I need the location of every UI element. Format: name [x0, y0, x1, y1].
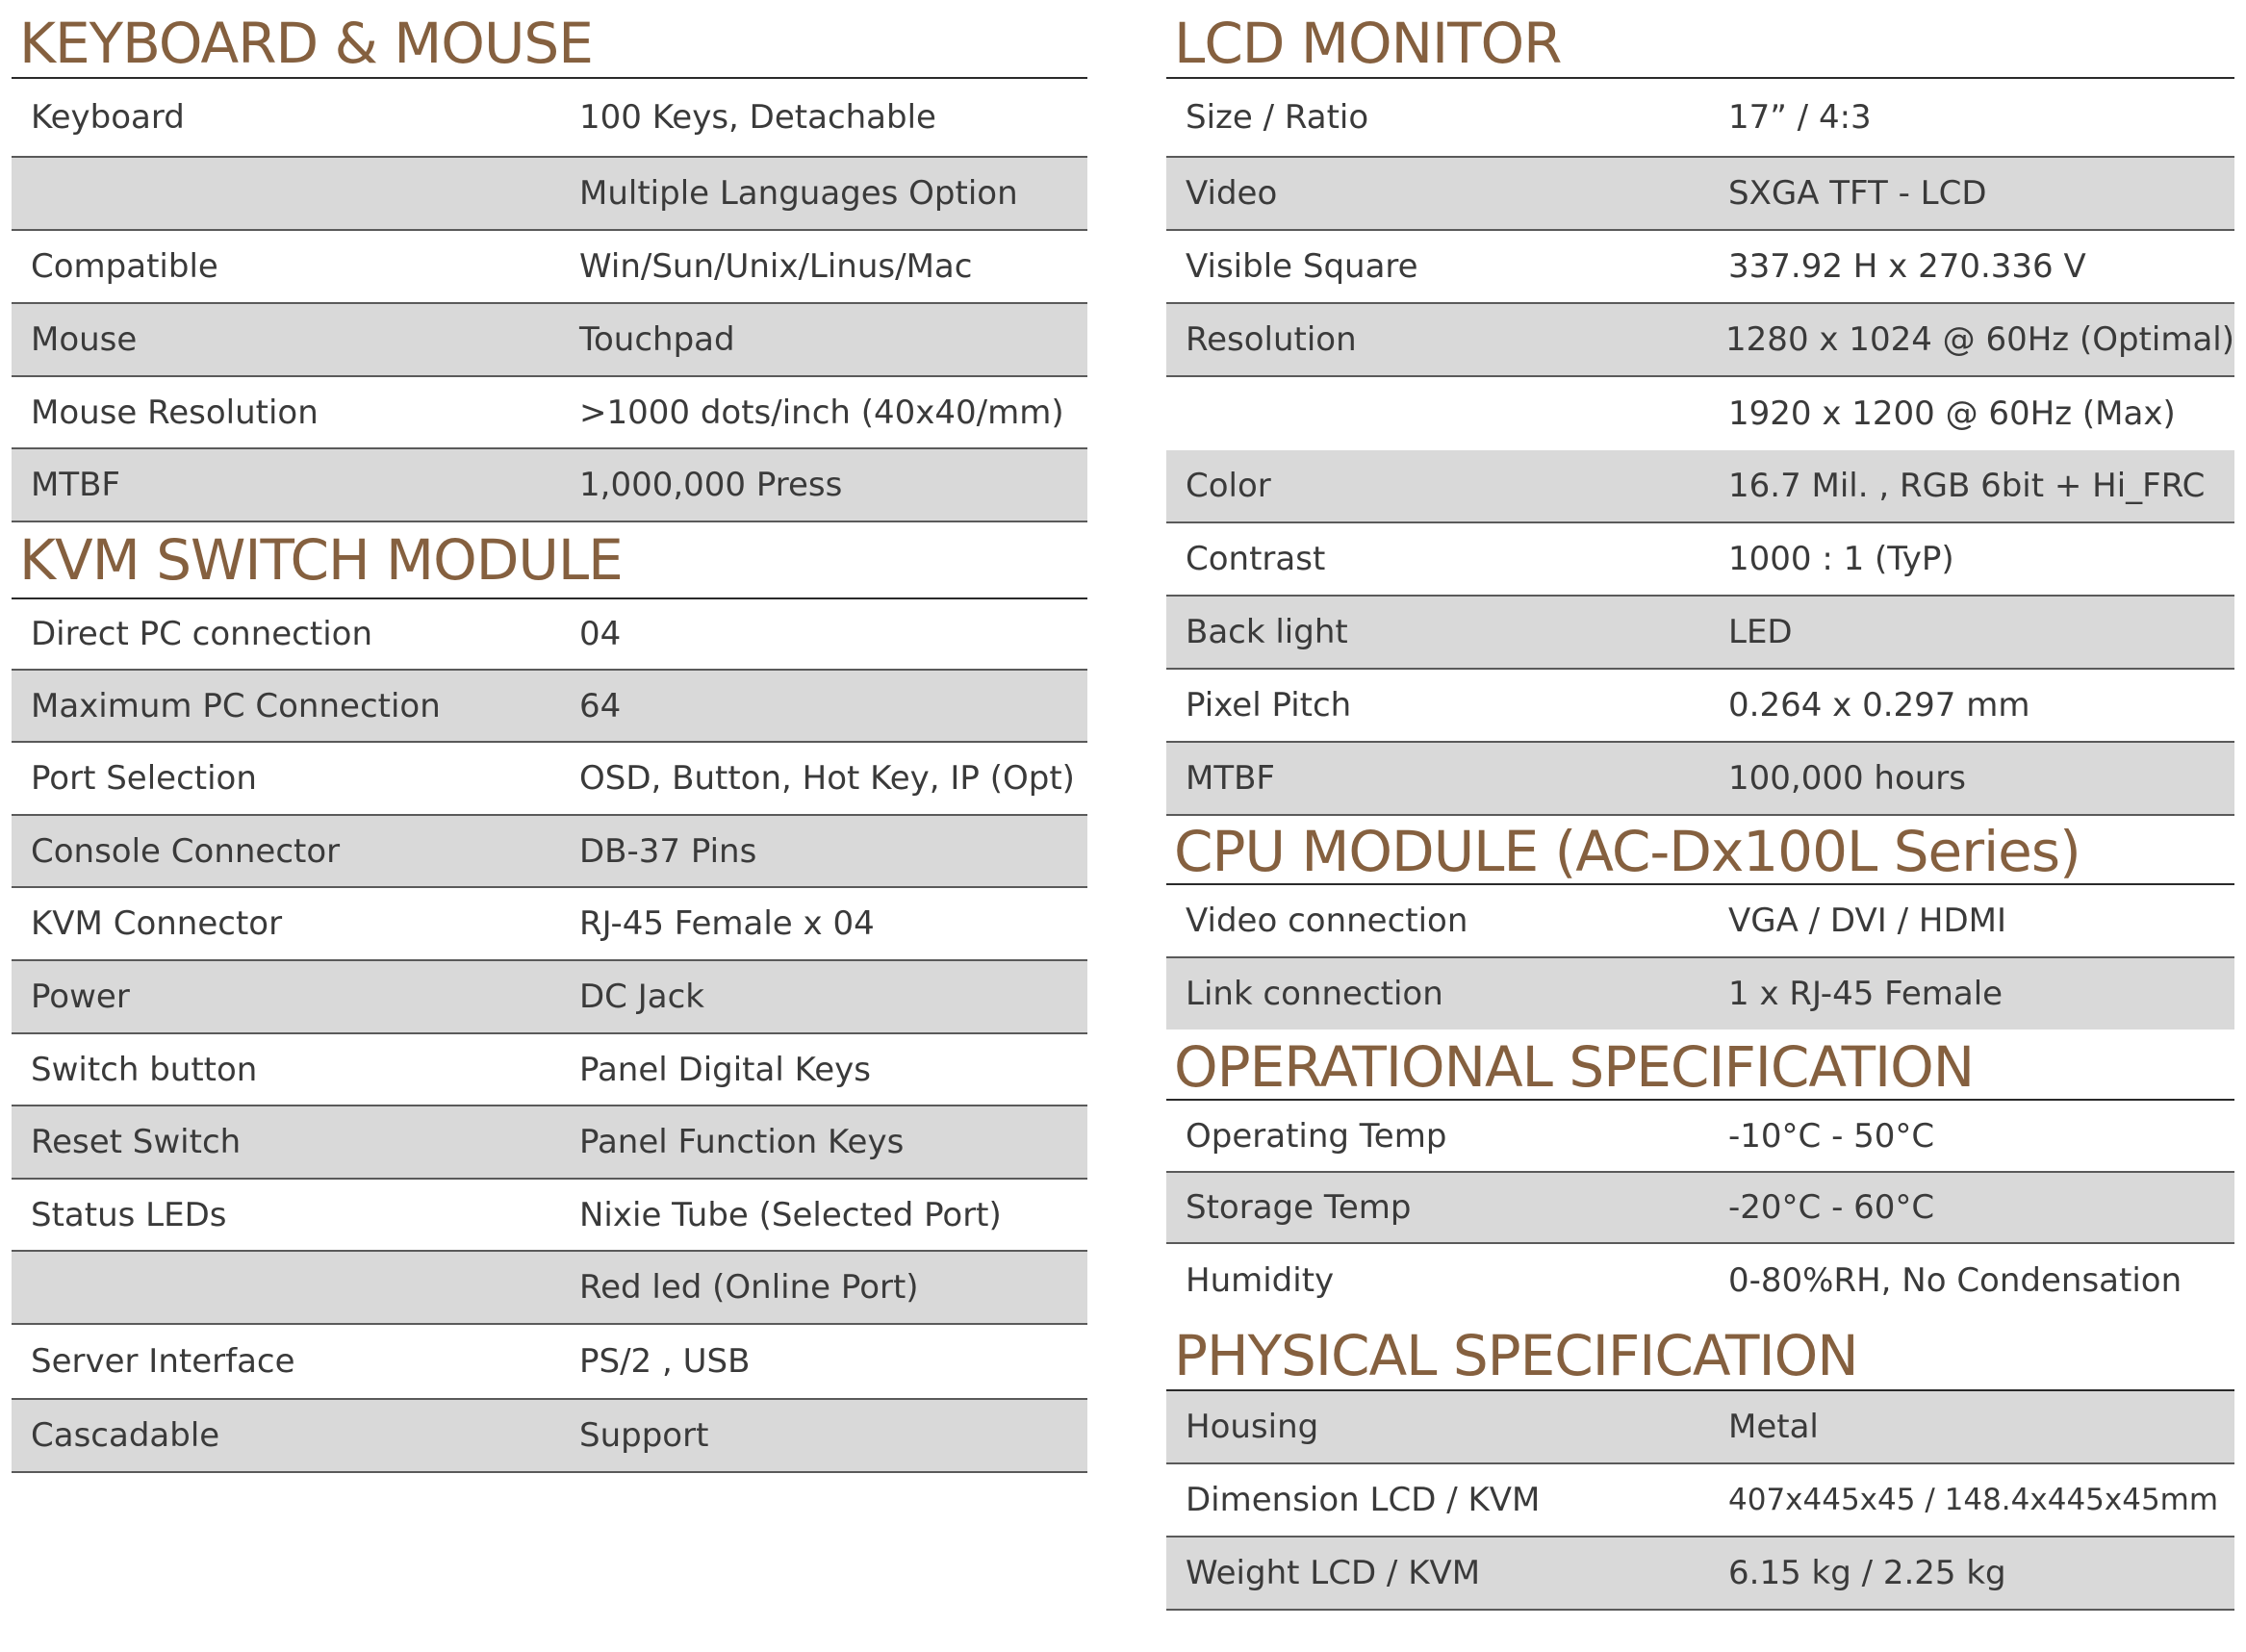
spec-row	[1166, 670, 2234, 743]
spec-value: Multiple Languages Option	[579, 174, 1018, 213]
spec-value: 100,000 hours	[1728, 759, 1966, 798]
spec-row	[12, 743, 1087, 816]
spec-row	[12, 158, 1087, 231]
right-column	[1166, 0, 2234, 1611]
spec-label: Status LEDs	[31, 1195, 227, 1234]
spec-label: Dimension LCD / KVM	[1186, 1481, 1541, 1519]
spec-label: Power	[31, 978, 130, 1016]
spec-row	[1166, 958, 2234, 1029]
spec-label: Size / Ratio	[1186, 98, 1369, 137]
spec-row	[1166, 597, 2234, 670]
physical-spec-section	[1166, 1316, 2234, 1611]
spec-label: Mouse Resolution	[31, 393, 319, 432]
spec-label: Keyboard	[31, 98, 185, 137]
spec-value: Win/Sun/Unix/Linus/Mac	[579, 247, 973, 286]
spec-row	[1166, 523, 2234, 597]
spec-row	[12, 1325, 1087, 1400]
section-title: PHYSICAL SPECIFICATION	[1166, 1316, 2234, 1391]
spec-value: VGA / DVI / HDMI	[1728, 902, 2006, 940]
spec-value: 100 Keys, Detachable	[579, 98, 936, 137]
lcd-monitor-section	[1166, 0, 2234, 816]
spec-row	[1166, 1464, 2234, 1538]
spec-label: Mouse	[31, 320, 138, 359]
spec-value: 407x445x45 / 148.4x445x45mm	[1728, 1483, 2219, 1517]
spec-row	[1166, 743, 2234, 816]
spec-value: Metal	[1728, 1408, 1819, 1446]
spec-value: PS/2 , USB	[579, 1342, 751, 1381]
spec-label: Server Interface	[31, 1342, 295, 1381]
spec-label: Direct PC connection	[31, 615, 372, 653]
spec-value: 64	[579, 686, 622, 725]
spec-value: 1280 x 1024 @ 60Hz (Optimal)	[1725, 320, 2234, 359]
spec-row	[1166, 158, 2234, 231]
spec-row	[1166, 304, 2234, 377]
spec-value: 1 x RJ-45 Female	[1728, 975, 2004, 1013]
spec-value: DB-37 Pins	[579, 831, 757, 871]
spec-row	[1166, 231, 2234, 304]
spec-label: Video connection	[1186, 902, 1468, 940]
spec-value: Red led (Online Port)	[579, 1268, 919, 1307]
spec-value: Panel Digital Keys	[579, 1050, 871, 1089]
spec-value: 17” / 4:3	[1728, 98, 1872, 137]
operational-spec-section	[1166, 1029, 2234, 1316]
spec-label: Resolution	[1186, 320, 1357, 359]
spec-value: 1920 x 1200 @ 60Hz (Max)	[1728, 394, 2176, 433]
spec-row	[1166, 1391, 2234, 1464]
spec-value: DC Jack	[579, 978, 704, 1016]
section-title: KVM SWITCH MODULE	[12, 522, 1087, 599]
section-title: LCD MONITOR	[1166, 0, 2234, 79]
spec-row	[1166, 79, 2234, 158]
spec-row	[12, 1034, 1087, 1106]
spec-value: RJ-45 Female x 04	[579, 904, 875, 943]
spec-value: 0.264 x 0.297 mm	[1728, 686, 2030, 724]
spec-value: >1000 dots/inch (40x40/mm)	[579, 393, 1064, 432]
spec-value: 337.92 H x 270.336 V	[1728, 247, 2086, 286]
spec-label: Housing	[1186, 1408, 1319, 1446]
spec-label: Video	[1186, 174, 1278, 213]
spec-row	[12, 888, 1087, 961]
spec-row	[1166, 1173, 2234, 1244]
spec-row	[12, 961, 1087, 1034]
section-title: CPU MODULE (AC-Dx100L Series)	[1166, 816, 2234, 885]
spec-label: Switch button	[31, 1050, 258, 1089]
spec-label: Cascadable	[31, 1416, 220, 1455]
spec-label: Humidity	[1186, 1260, 1335, 1300]
kvm-switch-section	[12, 522, 1087, 1473]
spec-row	[12, 1252, 1087, 1325]
spec-value: -20°C - 60°C	[1728, 1188, 1935, 1227]
spec-value: OSD, Button, Hot Key, IP (Opt)	[579, 759, 1075, 798]
spec-value: 0-80%RH, No Condensation	[1728, 1260, 2182, 1300]
spec-value: 1,000,000 Press	[579, 466, 843, 504]
spec-value: 1000 : 1 (TyP)	[1728, 540, 1954, 578]
spec-row	[12, 377, 1087, 449]
spec-row	[1166, 377, 2234, 450]
spec-label: Compatible	[31, 247, 218, 286]
spec-value: LED	[1728, 613, 1793, 651]
spec-row	[12, 1400, 1087, 1473]
spec-value: 16.7 Mil. , RGB 6bit + Hi_FRC	[1728, 467, 2206, 505]
spec-row	[12, 671, 1087, 743]
spec-label: MTBF	[1186, 759, 1275, 798]
spec-value: -10°C - 50°C	[1728, 1116, 1935, 1156]
spec-label: Back light	[1186, 613, 1348, 651]
spec-value: SXGA TFT - LCD	[1728, 174, 1987, 213]
spec-row	[12, 304, 1087, 377]
spec-row	[12, 1106, 1087, 1180]
spec-label: KVM Connector	[31, 904, 283, 943]
spec-value: 6.15 kg / 2.25 kg	[1728, 1554, 2006, 1592]
spec-row	[12, 449, 1087, 522]
spec-label: Console Connector	[31, 831, 341, 871]
spec-value: Panel Function Keys	[579, 1123, 905, 1161]
spec-row	[1166, 450, 2234, 523]
spec-row	[1166, 1538, 2234, 1611]
spec-label: Visible Square	[1186, 247, 1418, 286]
section-title: KEYBOARD & MOUSE	[12, 0, 1087, 79]
left-column	[12, 0, 1087, 1473]
spec-label: Contrast	[1186, 540, 1326, 578]
spec-label: Storage Temp	[1186, 1188, 1412, 1227]
spec-row	[1166, 885, 2234, 958]
spec-value: Touchpad	[579, 320, 735, 359]
keyboard-mouse-section	[12, 0, 1087, 522]
spec-row	[1166, 1244, 2234, 1316]
spec-row	[12, 1180, 1087, 1252]
spec-row	[12, 816, 1087, 888]
spec-row	[12, 231, 1087, 304]
spec-value: 04	[579, 615, 622, 653]
spec-row	[12, 599, 1087, 671]
spec-label: MTBF	[31, 466, 120, 504]
spec-label: Port Selection	[31, 759, 257, 798]
spec-label: Weight LCD / KVM	[1186, 1554, 1481, 1592]
spec-value: Support	[579, 1416, 709, 1455]
section-title: OPERATIONAL SPECIFICATION	[1166, 1029, 2234, 1101]
spec-label: Pixel Pitch	[1186, 686, 1352, 724]
spec-value: Nixie Tube (Selected Port)	[579, 1195, 1002, 1234]
cpu-module-section	[1166, 816, 2234, 1029]
spec-label: Link connection	[1186, 975, 1443, 1013]
spec-label: Reset Switch	[31, 1123, 242, 1161]
spec-row	[12, 79, 1087, 158]
spec-label: Operating Temp	[1186, 1116, 1447, 1156]
spec-row	[1166, 1101, 2234, 1173]
spec-label: Maximum PC Connection	[31, 686, 441, 725]
spec-label: Color	[1186, 467, 1271, 505]
